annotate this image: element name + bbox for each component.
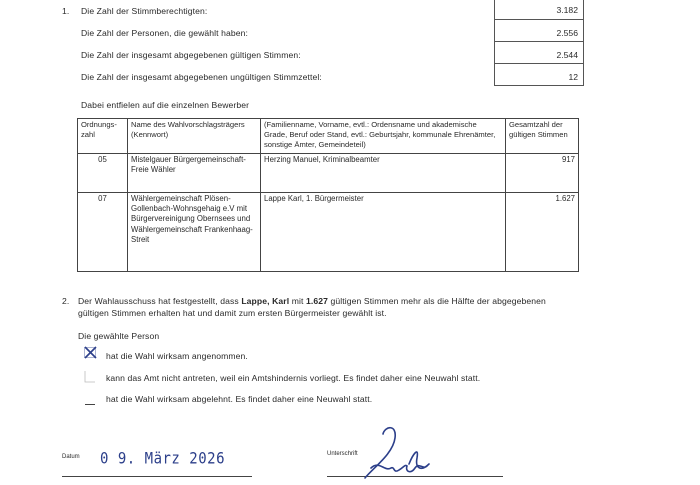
statement-text-a: Der Wahlausschuss hat festgestellt, dass — [78, 296, 242, 306]
header-party: Name des Wahlvorschlagsträgers (Kennwort) — [128, 119, 261, 154]
checkmark-x-icon — [84, 346, 98, 360]
row-candidate: Lappe Karl, 1. Bürgermeister — [261, 193, 506, 272]
checkbox-accepted[interactable] — [84, 346, 95, 357]
header-candidate: (Familienname, Vorname, evtl.: Ordensname und akademische Grade, Beruf oder Stand, evtl.: Geburtsjahr, kommunale Ehrenämter, sonstige Ämter, Gemeindeteil) — [261, 119, 506, 154]
elected-votes: 1.627 — [305, 296, 328, 306]
section2-number: 2. — [62, 296, 70, 306]
date-stamp: 0 9. März 2026 — [100, 449, 226, 469]
option-hindrance-label: kann das Amt nicht antreten, weil ein Amtshindernis vorliegt. Es findet daher eine Neuwahl statt. — [106, 373, 481, 383]
row-label-eligible: Die Zahl der Stimmberechtigten: — [81, 6, 208, 16]
row-votes: 1.627 — [506, 193, 579, 272]
value-eligible: 3.182 — [494, 0, 584, 20]
date-line — [62, 476, 252, 477]
value-valid: 2.544 — [494, 42, 584, 64]
row-candidate: Herzing Manuel, Kriminalbeamter — [261, 154, 506, 193]
value-invalid: 12 — [494, 64, 584, 86]
statement-text-c: gültigen Stimmen mehr als die Hälfte der abgegebenen — [327, 296, 546, 306]
section2-statement-line2: gültigen Stimmen erhalten hat und damit zum ersten Bürgermeister gewählt ist. — [78, 308, 387, 318]
option-declined-label: hat die Wahl wirksam abgelehnt. Es findet daher eine Neuwahl statt. — [106, 394, 373, 404]
row-votes: 917 — [506, 154, 579, 193]
checkbox-hindrance[interactable] — [84, 370, 95, 381]
row-num: 05 — [78, 154, 128, 193]
row-num: 07 — [78, 193, 128, 272]
signature-icon — [345, 424, 445, 484]
elected-person-label: Die gewählte Person — [78, 331, 160, 341]
signature-label: Unterschrift — [327, 451, 358, 457]
header-ordnungszahl: Ordnungs-zahl — [78, 119, 128, 154]
value-voters: 2.556 — [494, 20, 584, 42]
elected-name: Lappe, Karl — [241, 296, 290, 306]
table-header-row — [78, 119, 579, 154]
date-label: Datum — [62, 454, 80, 460]
empty-checkbox-icon — [84, 370, 98, 384]
option-accepted-label: hat die Wahl wirksam angenommen. — [106, 351, 248, 361]
statement-text-b: mit — [289, 296, 306, 306]
row-party: Wählergemeinschaft Plösen-Gollenbach-Wohnsgehaig e.V mit Bürgervereinigung Obernsees und Wählergemeinschaft Frankenhaag-Streit — [128, 193, 261, 272]
checkbox-declined[interactable] — [84, 393, 95, 404]
table-row — [78, 193, 579, 272]
section1-number: 1. — [62, 6, 70, 16]
row-label-voters: Die Zahl der Personen, die gewählt haben: — [81, 28, 249, 38]
candidates-table — [77, 118, 579, 272]
row-party: Mistelgauer Bürgergemeinschaft-Freie Wähler — [128, 154, 261, 193]
table-row — [78, 154, 579, 193]
table-intro: Dabei entfielen auf die einzelnen Bewerber — [81, 100, 250, 110]
header-votes: Gesamtzahl der gültigen Stimmen — [506, 119, 579, 154]
empty-checkbox-icon — [84, 393, 98, 407]
section2-statement — [78, 296, 546, 306]
row-label-valid: Die Zahl der insgesamt abgegebenen gültigen Stimmen: — [81, 50, 301, 60]
row-label-invalid: Die Zahl der insgesamt abgegebenen ungültigen Stimmzettel: — [81, 72, 322, 82]
